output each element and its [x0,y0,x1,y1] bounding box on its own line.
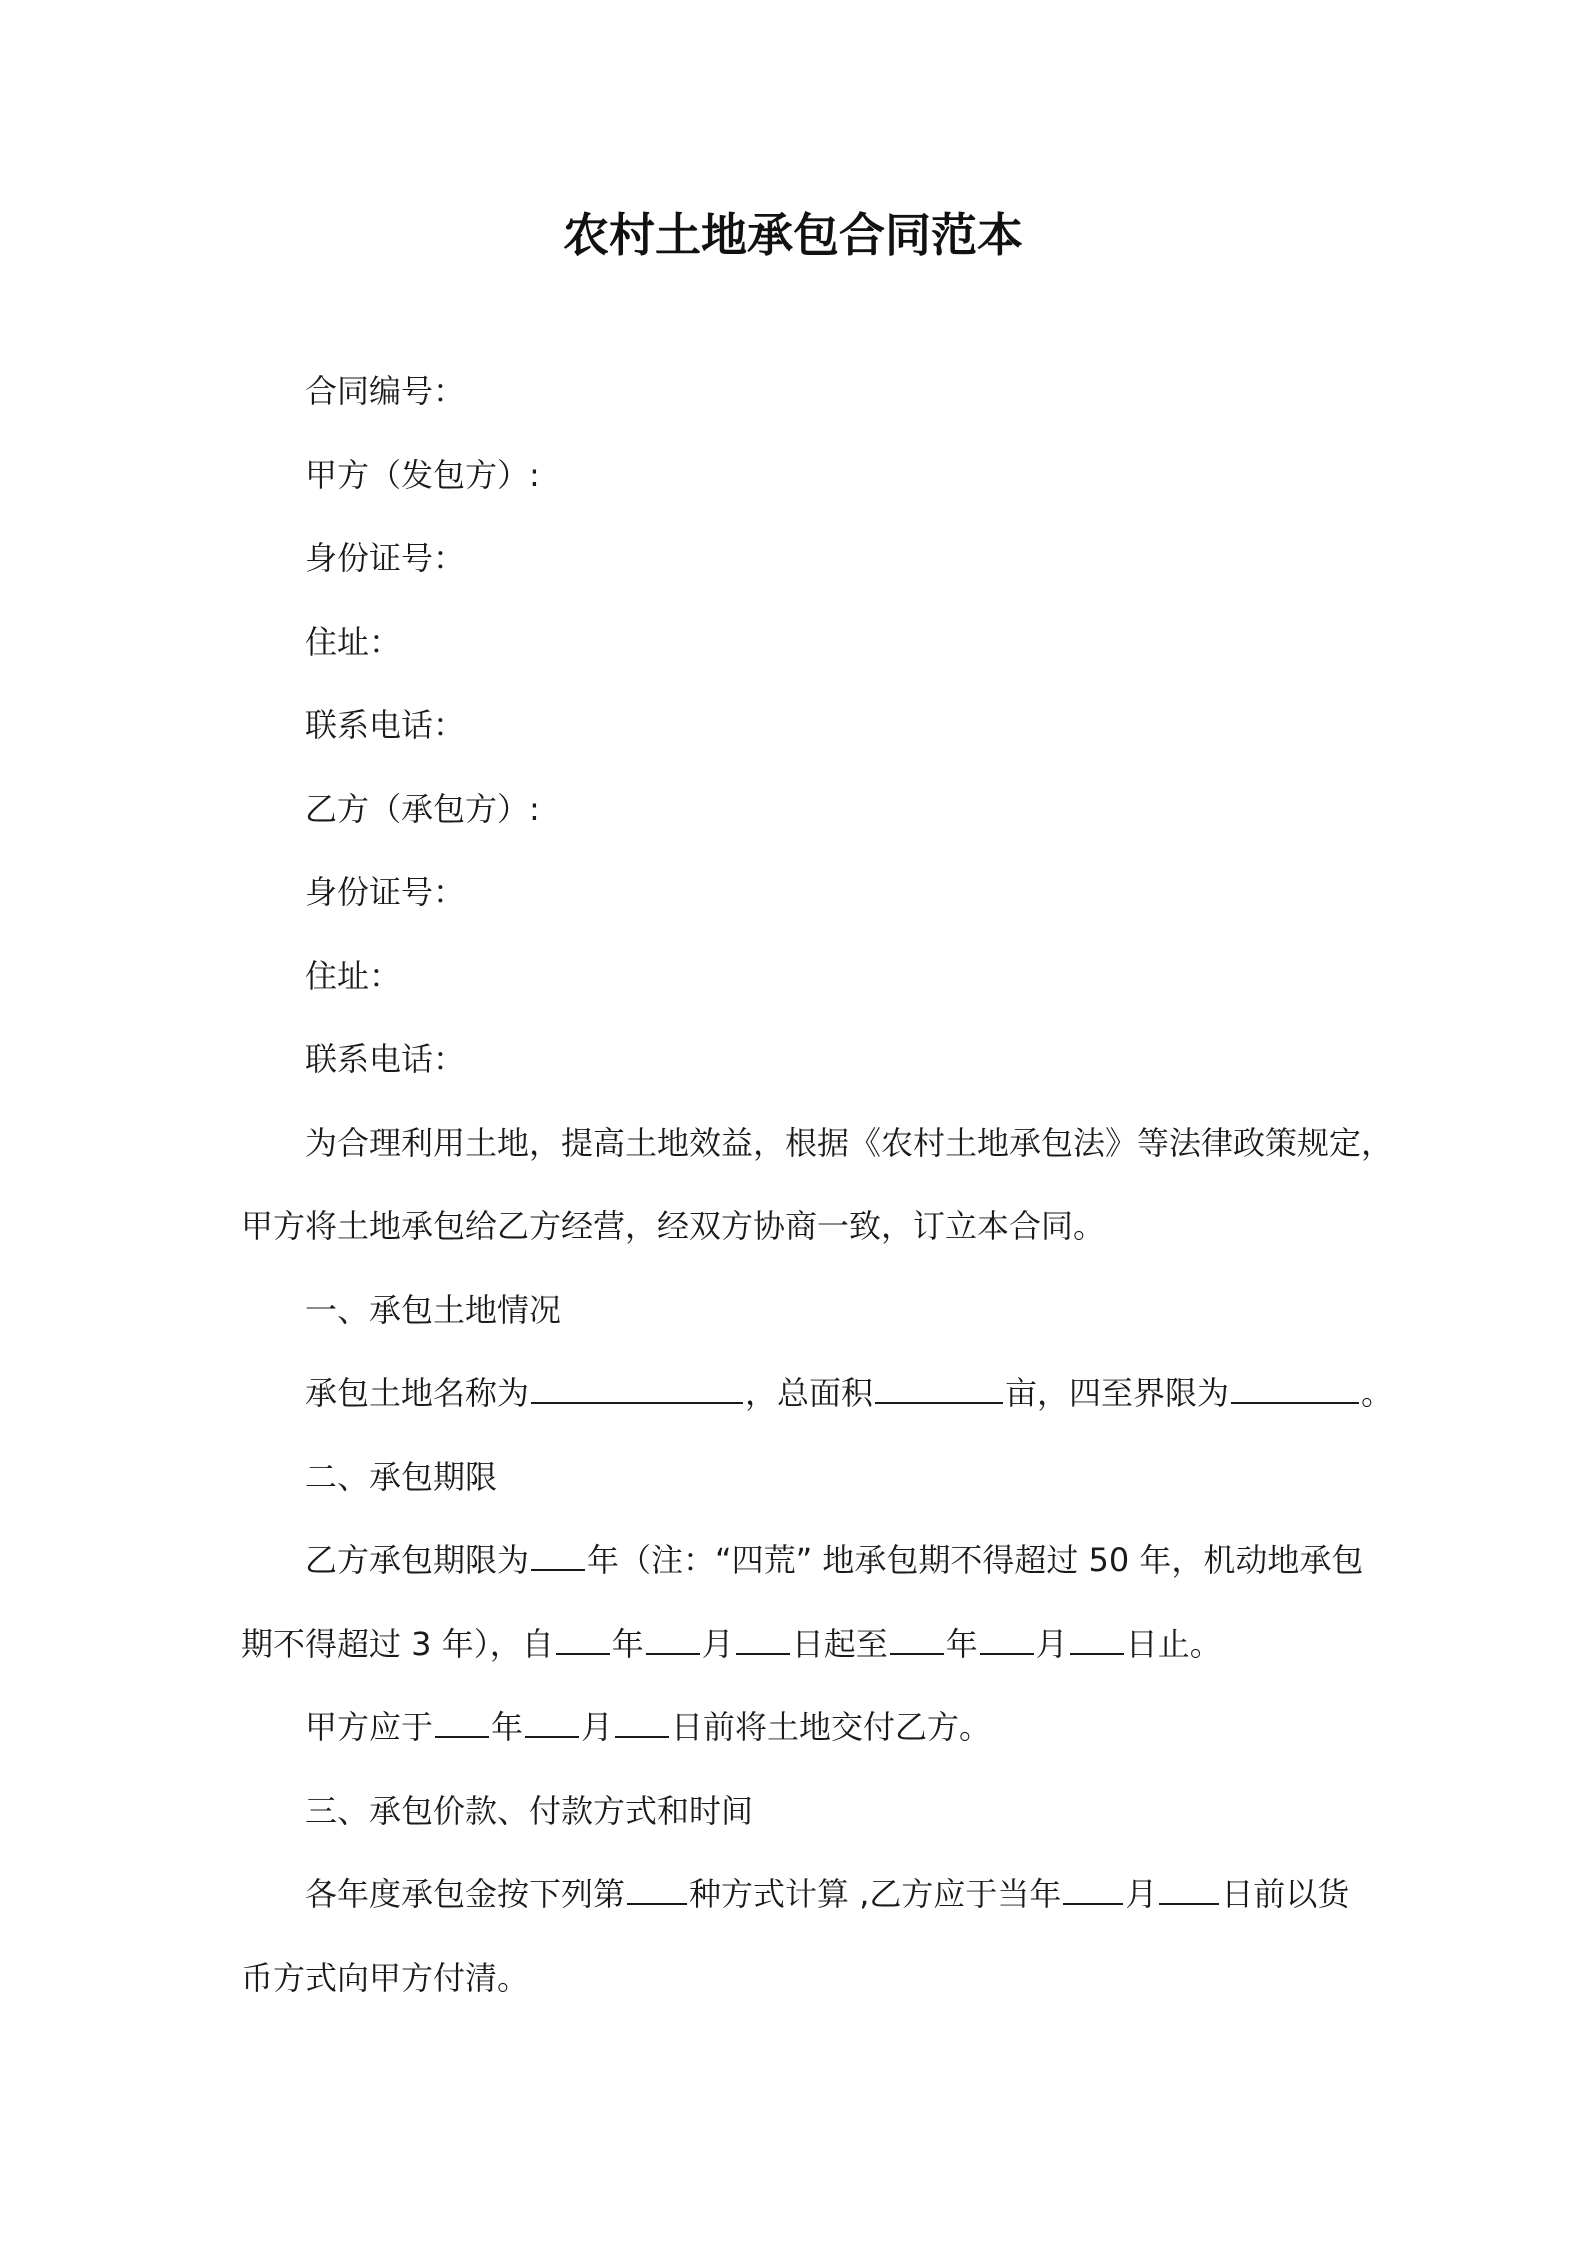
document-title: 农村土地承包合同范本 [563,208,1023,262]
text: 乙方承包期限为 [305,1541,530,1579]
start-day-blank [736,1615,790,1655]
pay-month-blank [1063,1865,1123,1905]
section-3-heading: 三、承包价款、付款方式和时间 [305,1791,754,1830]
text: 月 [1125,1875,1158,1913]
text: 年 [945,1624,978,1663]
field-party-b-id: 身份证号： [305,873,466,911]
field-party-a: 甲方（发包方）: [305,455,540,494]
area-blank [875,1364,1003,1404]
section-2-line-3 [241,1686,1381,1770]
text: 期不得超过 3 年），自 [241,1624,554,1663]
term-years-blank [531,1531,585,1571]
text: 月 [1035,1624,1068,1663]
contract-body [241,350,1394,2020]
field-party-a-id: 身份证号： [305,539,466,577]
start-month-blank [646,1615,700,1655]
boundary-blank [1231,1364,1359,1404]
text: 年 [491,1708,524,1746]
field-party-a-phone: 联系电话： [305,706,466,744]
field-party-b-address: 住址： [305,956,402,995]
text: 种方式计算 ,乙方应于当年 [689,1875,1062,1913]
field-party-a-address: 住址： [305,622,402,661]
land-name-blank [531,1364,743,1404]
section-2-line-1 [241,1519,1381,1603]
intro-line-2: 甲方将土地承包给乙方经营，经双方协商一致，订立本合同。 [241,1207,1106,1245]
end-day-blank [1070,1615,1124,1655]
text: 甲方应于 [305,1708,434,1746]
field-party-b-phone: 联系电话： [305,1040,466,1078]
field-contract-no: 合同编号： [305,372,466,410]
text: 年（注：“四荒” 地承包期不得超过 50 年，机动地承包 [587,1541,1364,1579]
delivery-day-blank [615,1698,669,1738]
start-year-blank [556,1615,610,1655]
text: 年 [611,1624,644,1663]
delivery-month-blank [525,1698,579,1738]
method-no-blank [627,1865,687,1905]
text: 日前以货 [1221,1875,1350,1913]
text: 。 [1361,1374,1394,1412]
section-3-line-1 [241,1853,1381,1937]
field-party-b: 乙方（承包方）: [305,789,540,828]
delivery-year-blank [435,1698,489,1738]
text: 月 [701,1624,734,1663]
pay-day-blank [1159,1865,1219,1905]
text: 日前将土地交付乙方。 [671,1708,992,1746]
text: 日止。 [1125,1624,1222,1663]
text: 月 [581,1708,614,1746]
intro-line-1: 为合理利用土地，提高土地效益，根据《农村土地承包法》等法律政策规定， [305,1123,1394,1162]
text: 各年度承包金按下列第 [305,1875,626,1913]
text: 亩，四至界限为 [1005,1374,1230,1412]
end-year-blank [890,1615,944,1655]
text: 承包土地名称为 [305,1374,530,1412]
section-1-heading: 一、承包土地情况 [305,1290,562,1329]
section-2-line-2 [241,1603,1381,1687]
section-2-heading: 二、承包期限 [305,1457,498,1496]
text: ，总面积 [745,1374,874,1412]
section-3-line-2: 币方式向甲方付清。 [241,1958,530,1997]
text: 日起至 [791,1624,888,1663]
end-month-blank [980,1615,1034,1655]
section-1-land-line [241,1352,1394,1436]
